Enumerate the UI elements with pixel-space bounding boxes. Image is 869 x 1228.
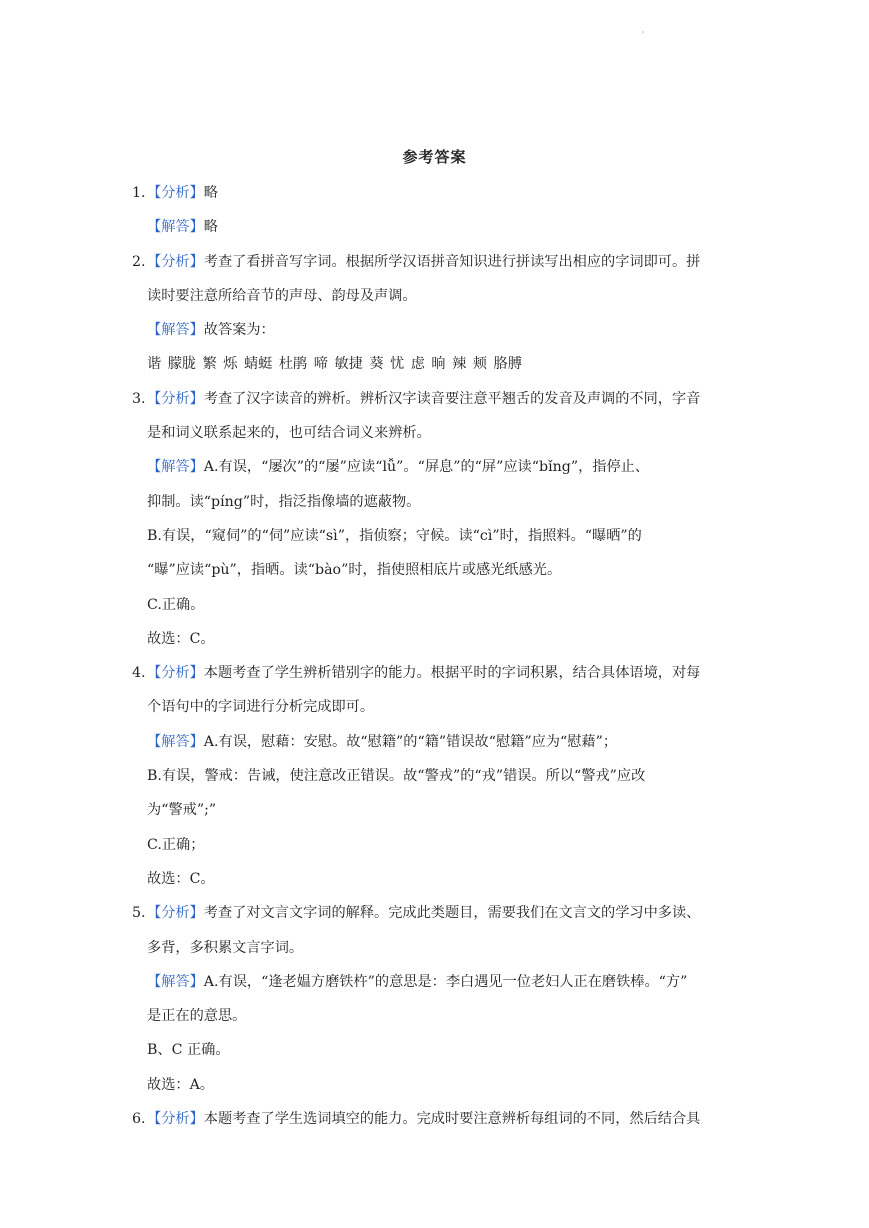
analysis-tag: 【分析】 (147, 185, 204, 201)
answer-text: 故答案为： (203, 322, 275, 339)
item-number: 1. (132, 185, 146, 201)
answer-tag: 【解答】 (147, 733, 204, 750)
answer-text: B.有误，警戒：告诫，使注意改正错误。故“警戎”的“戎”错误。所以“警戎”应改 (147, 768, 646, 785)
answer-item-5 (132, 896, 740, 1102)
analysis-tag: 【分析】 (147, 253, 204, 270)
answer-tag: 【解答】 (147, 219, 204, 236)
answer-choice: 故选：A。 (147, 1076, 214, 1093)
answer-text: 抑制。读“píng”时，指泛指像墙的遮蔽物。 (147, 493, 421, 510)
answer-text: A.有误，“屡次”的“屡”应读“lǚ”。“屏息”的“屏”应读“bǐng”，指停止、 (203, 459, 650, 476)
answer-text: B.有误，“窥伺”的“伺”应读“sì”，指侦察；守候。读“cì”时，指照料。“曝晒”的 (147, 527, 642, 544)
item-number: 3. (132, 390, 146, 407)
answer-choice: 故选：C。 (147, 630, 215, 647)
analysis-text: 个语句中的字词进行分析完成即可。 (147, 699, 375, 716)
analysis-text: 略 (203, 185, 218, 201)
analysis-tag: 【分析】 (147, 390, 204, 407)
analysis-tag: 【分析】 (147, 1111, 204, 1128)
answer-item-4 (132, 656, 740, 896)
analysis-text: 读时要注意所给音节的声母、韵母及声调。 (147, 287, 417, 304)
answer-item-2 (132, 245, 740, 382)
answer-text: C.正确。 (147, 596, 205, 613)
analysis-text: 本题考查了学生选词填空的能力。完成时要注意辨析每组词的不同，然后结合具 (203, 1111, 701, 1128)
page-title: 参考答案 (402, 148, 467, 166)
answer-text: B、C 正确。 (147, 1042, 230, 1059)
corner-mark: ' (642, 30, 645, 39)
item-number: 5. (132, 905, 146, 922)
answer-item-1 (132, 176, 740, 245)
analysis-text: 考查了对文言文字词的解释。完成此类题目，需要我们在文言文的学习中多读、 (203, 905, 701, 922)
answer-text: A.有误，慰藉：安慰。故“慰籍”的“籍”错误故“慰籍”应为“慰藉”； (203, 733, 618, 750)
item-number: 6. (132, 1111, 146, 1128)
answer-tag: 【解答】 (147, 322, 204, 339)
answer-item-3 (132, 382, 740, 656)
analysis-text: 是和词义联系起来的，也可结合词义来辨析。 (147, 425, 431, 442)
analysis-tag: 【分析】 (147, 905, 204, 922)
analysis-text: 考查了看拼音写字词。根据所学汉语拼音知识进行拼读写出相应的字词即可。拼 (203, 253, 701, 270)
answer-tag: 【解答】 (147, 973, 204, 990)
answer-item-6 (132, 1102, 740, 1136)
analysis-tag: 【分析】 (147, 665, 204, 682)
answer-list (132, 176, 740, 1136)
answer-text: 是正在的意思。 (147, 1008, 247, 1025)
item-number: 2. (132, 253, 146, 270)
answer-text: 为“警戒”;” (147, 802, 217, 819)
answer-text: 略 (203, 219, 218, 236)
analysis-text: 本题考查了学生辨析错别字的能力。根据平时的字词积累，结合具体语境，对每 (203, 665, 701, 682)
item-number: 4. (132, 665, 146, 682)
answer-text: A.有误，“逢老媪方磨铁杵”的意思是：李白遇见一位老妇人正在磨铁棒。“方” (203, 973, 688, 990)
analysis-text: 多背，多积累文言字词。 (147, 939, 304, 956)
answer-text: “曝”应读“pù”，指晒。读“bào”时，指使照相底片或感光纸感光。 (147, 562, 562, 579)
analysis-text: 考查了汉字读音的辨析。辨析汉字读音要注意平翘舌的发音及声调的不同，字音 (203, 390, 701, 407)
answer-word-list: 谐 朦胧 繁 烁 蜻蜓 杜鹃 啼 敏捷 葵 忧 虑 晌 辣 颊 胳膊 (147, 356, 522, 373)
answer-tag: 【解答】 (147, 459, 204, 476)
answer-choice: 故选：C。 (147, 870, 215, 887)
answer-text: C.正确； (147, 836, 205, 853)
